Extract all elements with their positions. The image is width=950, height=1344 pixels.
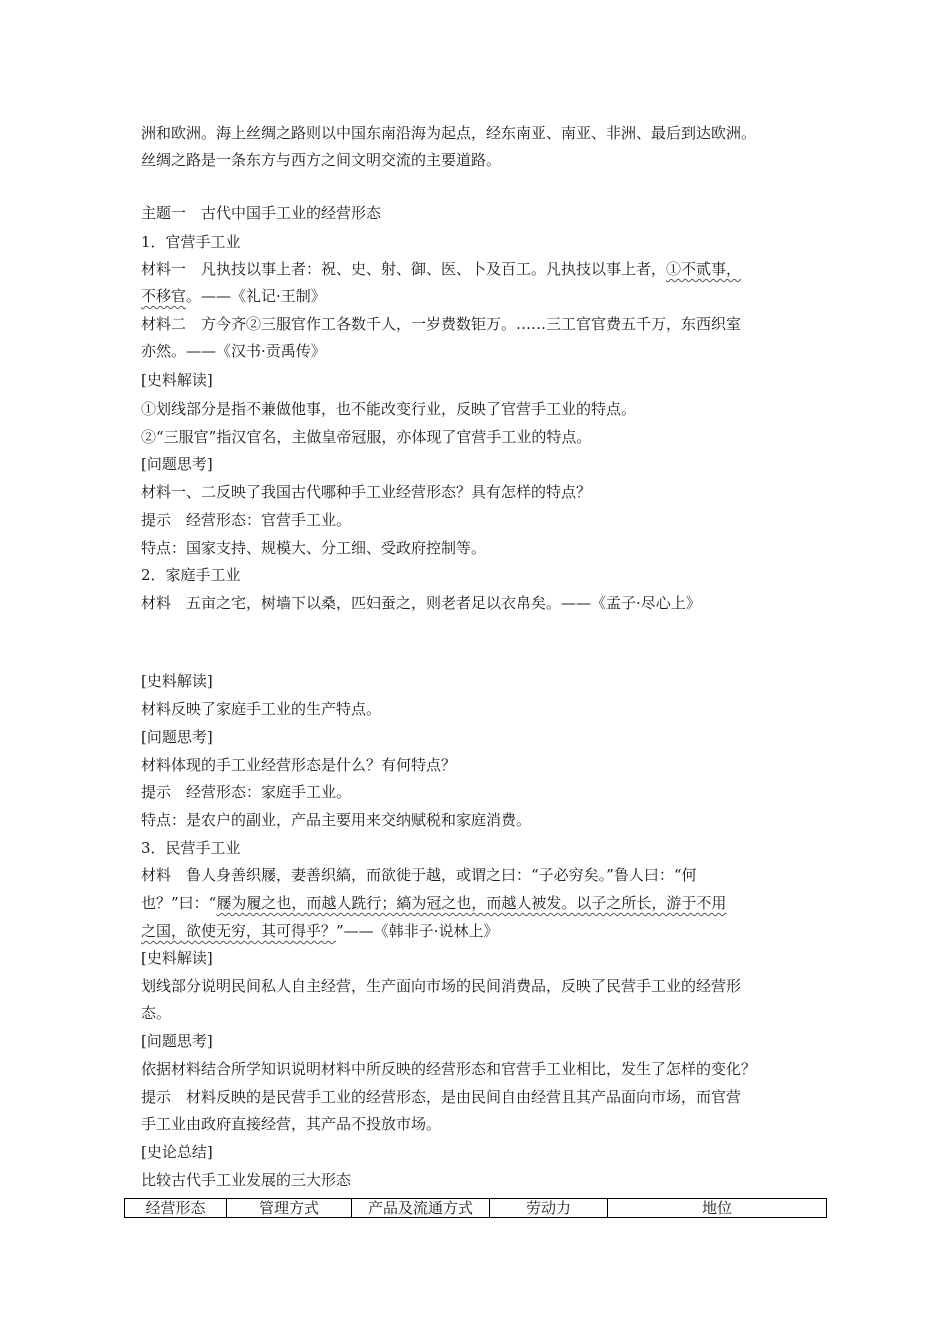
private-material-text: 也？”曰：“ [141,894,217,912]
source-reading-tag: [史料解读] [141,949,213,967]
question-tag: [问题思考] [141,1032,213,1050]
section-heading-official: 1．官营手工业 [141,233,241,251]
underlined-phrase: 不移官 [141,287,187,305]
hint-line-2: 手工业由政府直接经营，其产品不投放市场。 [141,1115,442,1133]
source-reading-1: ①划线部分是指不兼做他事，也不能改变行业，反映了官营手工业的特点。 [141,400,637,418]
hint-line-1: 提示 材料反映的是民营手工业的经营形态，是由民间自由经营且其产品面向市场，而官营 [141,1088,742,1106]
material-one-text: 材料一 凡执技以事上者：祝、史、射、御、医、卜及百工。凡执技以事上者， [141,260,667,278]
features-text: 特点：是农户的副业，产品主要用来交纳赋税和家庭消费。 [141,811,532,829]
intro-line-1: 洲和欧洲。海上丝绸之路则以中国东南沿海为起点，经东南亚、南亚、非洲、最后到达欧洲。 [141,124,757,142]
material-two-line-2: 亦然。——《汉书·贡禹传》 [141,342,326,360]
question-text: 材料一、二反映了我国古代哪种手工业经营形态？具有怎样的特点？ [141,483,592,501]
private-material-line-1: 材料 鲁人身善织屦，妻善织縞，而欲徙于越，或谓之曰：“子必穷矣。”鲁人曰：“何 [141,866,697,884]
source-reading-text: 材料反映了家庭手工业的生产特点。 [141,700,382,718]
section-heading-household: 2．家庭手工业 [141,566,241,584]
section-heading-private: 3．民营手工业 [141,839,241,857]
underlined-phrase: ①不贰事， [666,260,742,278]
question-tag: [问题思考] [141,455,213,473]
topic-title: 主题一 古代中国手工业的经营形态 [141,204,382,222]
material-one-line-1 [141,258,741,280]
private-material-line-3 [141,920,498,942]
table-header-row [125,1199,827,1218]
private-material-source: ”——《韩非子·说林上》 [336,922,499,940]
table-header-cell: 地位 [608,1199,827,1218]
table-header-cell: 产品及流通方式 [352,1199,490,1218]
source-reading-tag: [史料解读] [141,672,213,690]
underlined-phrase: 屦为履之也，而越人跣行；縞为冠之也，而越人被发。以子之所长，游于不用 [216,894,727,912]
question-tag: [问题思考] [141,728,213,746]
material-one-source: 。——《礼记·王制》 [186,287,326,305]
source-reading-2: ②“三服官”指汉官名，主做皇帝冠服，亦体现了官营手工业的特点。 [141,428,592,446]
household-material: 材料 五亩之宅，树墙下以桑，匹妇蚕之，则老者足以衣帛矣。——《孟子·尽心上》 [141,594,701,612]
source-reading-tag: [史料解读] [141,371,213,389]
features-text: 特点：国家支持、规模大、分工细、受政府控制等。 [141,539,487,557]
hint-text: 提示 经营形态：官营手工业。 [141,511,352,529]
question-text: 依据材料结合所学知识说明材料中所反映的经营形态和官营手工业相比，发生了怎样的变化？ [141,1060,757,1078]
summary-tag: [史论总结] [141,1143,213,1161]
table-header-cell: 经营形态 [125,1199,227,1218]
summary-title: 比较古代手工业发展的三大形态 [141,1171,352,1189]
source-reading-line-2: 态。 [141,1004,172,1022]
comparison-table [124,1198,827,1218]
hint-text: 提示 经营形态：家庭手工业。 [141,783,352,801]
question-text: 材料体现的手工业经营形态是什么？有何特点？ [141,756,457,774]
material-two-line-1: 材料二 方今齐②三服官作工各数千人，一岁费数钜万。……三工官官费五千万，东西织室 [141,315,742,333]
table-header-cell: 管理方式 [227,1199,352,1218]
intro-line-2: 丝绸之路是一条东方与西方之间文明交流的主要道路。 [141,151,502,169]
material-one-line-2 [141,285,326,307]
source-reading-line-1: 划线部分说明民间私人自主经营，生产面向市场的民间消费品，反映了民营手工业的经营形 [141,977,742,995]
private-material-line-2 [141,892,726,914]
underlined-phrase: 之国，欲使无穷，其可得乎？ [141,922,337,940]
table-header-cell: 劳动力 [490,1199,608,1218]
